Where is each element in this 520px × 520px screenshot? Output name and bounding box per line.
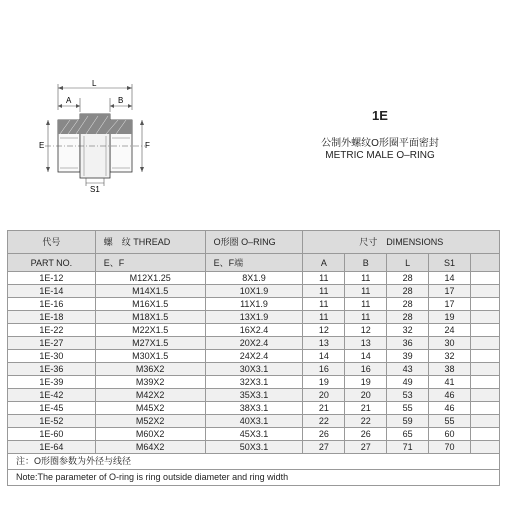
header-part-no-en: PART NO. [8,254,96,272]
cell-spacer [471,376,500,389]
cell-s1: 41 [429,376,471,389]
cell-a: 20 [303,389,345,402]
table-row [8,428,500,441]
cell-a: 11 [303,311,345,324]
cell-b: 19 [345,376,387,389]
cell-oring: 38X3.1 [205,402,303,415]
fitting-drawing [30,80,180,195]
cell-oring: 16X2.4 [205,324,303,337]
cell-b: 11 [345,298,387,311]
cell-part-no: 1E-64 [8,441,96,454]
cell-oring: 13X1.9 [205,311,303,324]
table-row [8,441,500,454]
cell-s1: 17 [429,298,471,311]
cell-thread: M14X1.5 [95,285,205,298]
dim-label-e: E [39,141,45,150]
cell-oring: 11X1.9 [205,298,303,311]
header-part-no [8,231,96,254]
cell-thread: M52X2 [95,415,205,428]
cell-oring: 30X3.1 [205,363,303,376]
cell-thread: M60X2 [95,428,205,441]
cell-oring: 45X3.1 [205,428,303,441]
dim-label-f: F [145,141,150,150]
cell-part-no: 1E-22 [8,324,96,337]
cell-a: 27 [303,441,345,454]
dim-label-s1: S1 [90,185,100,194]
part-name-cn: 公制外螺纹O形圈平面密封 [321,138,439,149]
table-row [8,311,500,324]
cell-a: 26 [303,428,345,441]
cell-spacer [471,337,500,350]
cell-part-no: 1E-60 [8,428,96,441]
cell-thread: M36X2 [95,363,205,376]
cell-b: 22 [345,415,387,428]
cell-s1: 55 [429,415,471,428]
dim-label-l: L [92,80,97,88]
dim-label-a: A [66,96,72,105]
cell-l: 53 [387,389,429,402]
table-row [8,285,500,298]
cell-s1: 38 [429,363,471,376]
table-header-row [8,231,500,254]
cell-a: 11 [303,272,345,285]
cell-a: 21 [303,402,345,415]
cell-spacer [471,415,500,428]
header-dim-b: B [345,254,387,272]
cell-spacer [471,311,500,324]
cell-oring: 24X2.4 [205,350,303,363]
cell-thread: M42X2 [95,389,205,402]
cell-part-no: 1E-18 [8,311,96,324]
cell-s1: 14 [429,272,471,285]
cell-oring: 35X3.1 [205,389,303,402]
cell-oring: 20X2.4 [205,337,303,350]
cell-thread: M27X1.5 [95,337,205,350]
cell-spacer [471,402,500,415]
cell-spacer [471,285,500,298]
table-row [8,363,500,376]
header-thread-sub: E、F [95,254,205,272]
cell-b: 11 [345,285,387,298]
header-oring: O形圈 O–RING [205,231,303,254]
cell-part-no: 1E-16 [8,298,96,311]
cell-a: 14 [303,350,345,363]
cell-thread: M12X1.25 [95,272,205,285]
cell-part-no: 1E-12 [8,272,96,285]
cell-b: 13 [345,337,387,350]
cell-part-no: 1E-14 [8,285,96,298]
cell-l: 65 [387,428,429,441]
cell-part-no: 1E-27 [8,337,96,350]
cell-b: 21 [345,402,387,415]
table-row [8,376,500,389]
cell-s1: 70 [429,441,471,454]
cell-oring: 40X3.1 [205,415,303,428]
cell-b: 16 [345,363,387,376]
note-cn: 注：O形圈参数为外径与线径 [8,454,500,470]
cell-l: 28 [387,311,429,324]
cell-l: 43 [387,363,429,376]
cell-b: 11 [345,311,387,324]
cell-part-no: 1E-30 [8,350,96,363]
cell-s1: 19 [429,311,471,324]
cell-thread: M22X1.5 [95,324,205,337]
cell-s1: 30 [429,337,471,350]
cell-a: 12 [303,324,345,337]
cell-s1: 46 [429,389,471,402]
cell-spacer [471,324,500,337]
cell-part-no: 1E-39 [8,376,96,389]
cell-thread: M64X2 [95,441,205,454]
cell-spacer [471,428,500,441]
table-row [8,324,500,337]
cell-part-no: 1E-36 [8,363,96,376]
table-row [8,402,500,415]
cell-spacer [471,272,500,285]
part-name-en: METRIC MALE O–RING [325,150,435,161]
cell-b: 20 [345,389,387,402]
table-row [8,350,500,363]
cell-a: 11 [303,285,345,298]
header-spacer [471,254,500,272]
note-row-en [8,470,500,486]
cell-part-no: 1E-52 [8,415,96,428]
table-subheader-row [8,254,500,272]
header-dimensions: 尺寸 DIMENSIONS [303,231,500,254]
cell-l: 32 [387,324,429,337]
cell-b: 12 [345,324,387,337]
cell-oring: 32X3.1 [205,376,303,389]
cell-part-no: 1E-45 [8,402,96,415]
cell-l: 36 [387,337,429,350]
cell-b: 11 [345,272,387,285]
cell-a: 11 [303,298,345,311]
cell-a: 19 [303,376,345,389]
cell-thread: M30X1.5 [95,350,205,363]
cell-a: 13 [303,337,345,350]
cell-spacer [471,350,500,363]
table-row [8,337,500,350]
table-row [8,272,500,285]
cell-b: 26 [345,428,387,441]
cell-s1: 46 [429,402,471,415]
note-row-cn [8,454,500,470]
cell-b: 14 [345,350,387,363]
cell-l: 28 [387,272,429,285]
note-en: Note:The parameter of O-ring is ring outside diameter and ring width [8,470,500,486]
cell-l: 39 [387,350,429,363]
cell-oring: 50X3.1 [205,441,303,454]
table-row [8,415,500,428]
cell-l: 28 [387,285,429,298]
header-dim-s1: S1 [429,254,471,272]
cell-s1: 60 [429,428,471,441]
cell-thread: M45X2 [95,402,205,415]
cell-s1: 24 [429,324,471,337]
header-dim-a: A [303,254,345,272]
table-row [8,389,500,402]
header-thread: 螺 纹 THREAD [95,231,205,254]
cell-oring: 8X1.9 [205,272,303,285]
fitting-diagram [30,80,180,195]
table-row [8,298,500,311]
cell-spacer [471,389,500,402]
cell-thread: M16X1.5 [95,298,205,311]
cell-oring: 10X1.9 [205,285,303,298]
header-dim-l: L [387,254,429,272]
cell-l: 49 [387,376,429,389]
cell-a: 22 [303,415,345,428]
header-oring-sub: E、F端 [205,254,303,272]
cell-spacer [471,298,500,311]
table-body [8,272,500,454]
spec-table [7,230,500,486]
cell-l: 55 [387,402,429,415]
cell-spacer [471,441,500,454]
cell-thread: M18X1.5 [95,311,205,324]
header-part-no-cn: 代号 [42,237,61,247]
dim-label-b: B [118,96,124,105]
cell-part-no: 1E-42 [8,389,96,402]
cell-b: 27 [345,441,387,454]
cell-a: 16 [303,363,345,376]
cell-l: 71 [387,441,429,454]
cell-s1: 32 [429,350,471,363]
cell-l: 59 [387,415,429,428]
cell-l: 28 [387,298,429,311]
cell-s1: 17 [429,285,471,298]
part-code: 1E [372,108,388,123]
cell-thread: M39X2 [95,376,205,389]
cell-spacer [471,363,500,376]
